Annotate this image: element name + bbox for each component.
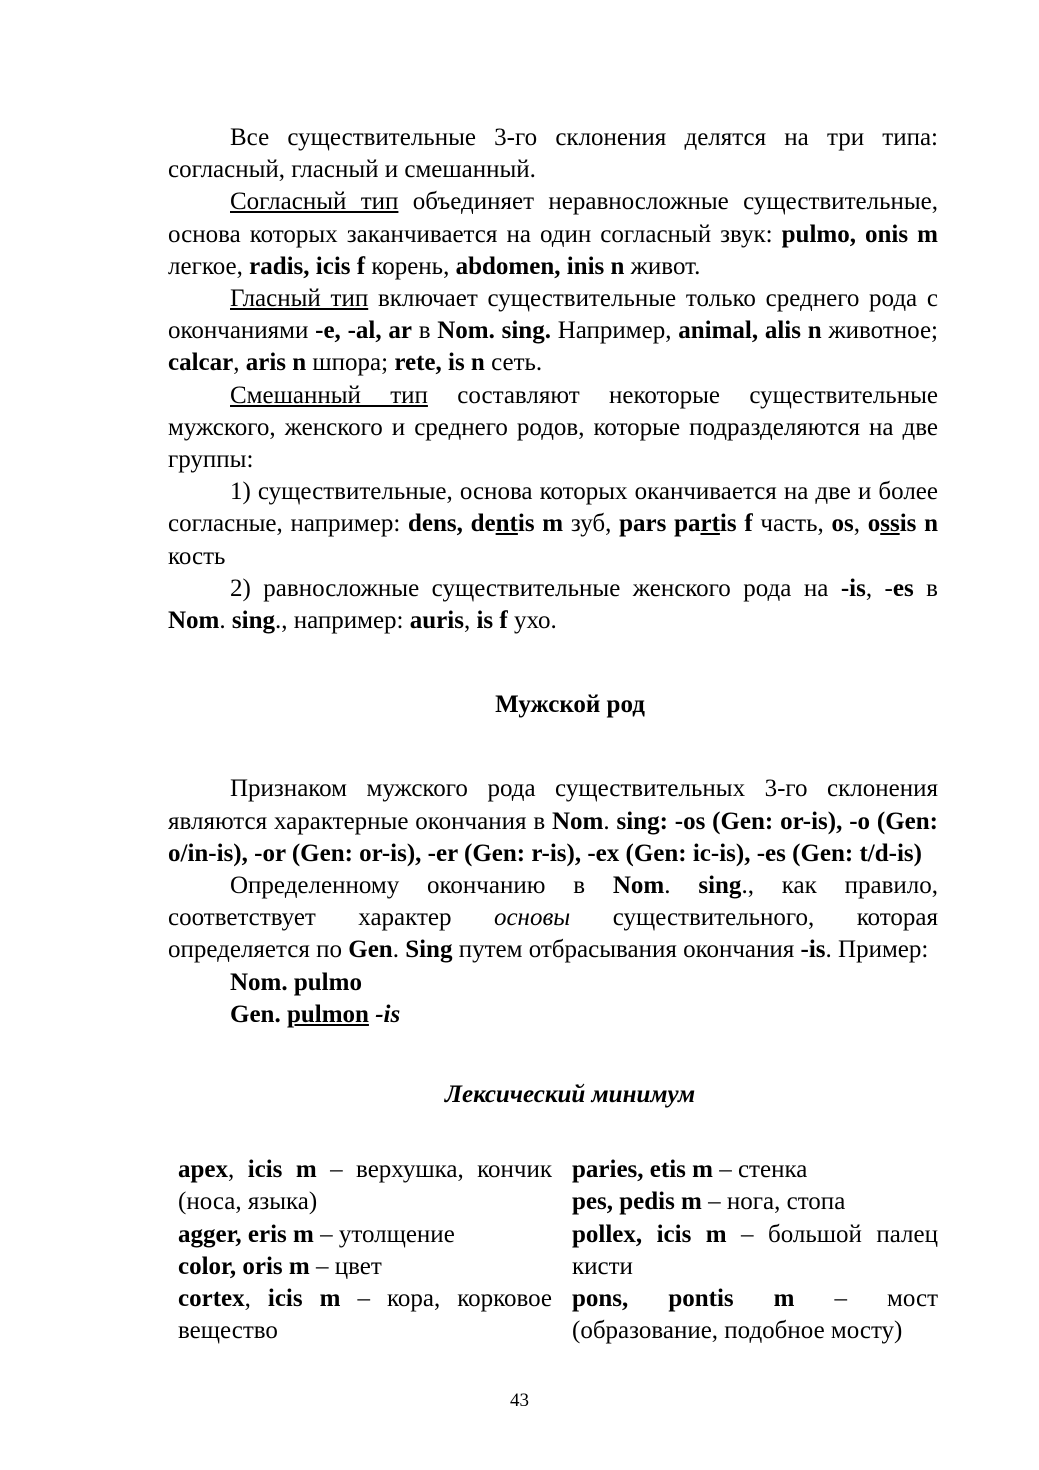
text-run: шпора; xyxy=(306,349,395,377)
text-run: Все существительные 3-го склонения делятся на три типа: согласный, гласный и смешанный. xyxy=(168,124,938,184)
text-run: sing xyxy=(231,607,275,635)
lexicon-entry xyxy=(572,1186,938,1218)
text-run: ., как правило, соответствует характер xyxy=(168,872,938,932)
text-run: включает существительные только среднего рода с окончаниями xyxy=(168,285,938,345)
lexicon-entry xyxy=(572,1154,938,1186)
text-run: auris xyxy=(409,607,464,635)
section-heading: Мужской род xyxy=(495,691,645,719)
text-run: Nom xyxy=(552,807,604,835)
text-run: animal, alis n xyxy=(678,317,822,345)
text-run: paries, etis m xyxy=(572,1156,713,1184)
lexicon-heading: Лексический минимум xyxy=(444,1081,696,1109)
example-genitive-stem: pulmon xyxy=(286,1000,369,1028)
text-run: . xyxy=(392,936,406,964)
lexicon-left-column xyxy=(178,1154,552,1347)
text-run: pollex, icis m xyxy=(572,1220,727,1248)
text-run: icis m xyxy=(247,1156,317,1184)
text-run: 1) существительные, основа которых оканчивается на две и более согласные, например: xyxy=(168,478,938,538)
lexicon-columns xyxy=(168,1154,938,1347)
text-run: rete, is n xyxy=(394,349,485,377)
text-run: es xyxy=(892,574,914,602)
text-run: в xyxy=(411,317,438,345)
intro-paragraph-mixed-type xyxy=(168,380,938,477)
gender-paragraph-2 xyxy=(168,870,938,967)
text-run: sing xyxy=(698,872,742,900)
text-run: Nom xyxy=(168,607,220,635)
text-run: Гласный тип xyxy=(230,285,369,313)
text-run: . Пример: xyxy=(825,936,929,964)
page-content xyxy=(168,122,938,1348)
text-run: Признаком мужского рода существительных 3-го склонения являются характерные окончания в xyxy=(168,775,938,835)
text-run: is n xyxy=(899,510,939,538)
text-run: ухо. xyxy=(507,607,557,635)
example-genitive xyxy=(168,999,938,1031)
lexicon-entry xyxy=(178,1251,552,1283)
text-run: кость xyxy=(168,542,226,570)
intro-paragraph-group-1 xyxy=(168,476,938,573)
text-run: -e, -al, ar xyxy=(315,317,412,345)
text-run: pulmo, onis m xyxy=(781,220,938,248)
text-run: 2) равносложные существительные женского рода на xyxy=(230,574,841,602)
text-run: , xyxy=(853,510,868,538)
lexicon-entry xyxy=(178,1283,552,1347)
text-run: объединяет неравносложные существительные, основа которых заканчивается на один согласный звук: xyxy=(168,188,938,248)
text-run: основы xyxy=(493,904,571,932)
text-run: abdomen, inis n xyxy=(455,252,625,280)
text-run: is f xyxy=(476,607,508,635)
text-run: dens, de xyxy=(408,510,496,538)
text-run: calcar xyxy=(168,349,234,377)
text-run: pons, pontis m xyxy=(572,1285,795,1313)
text-run: cortex xyxy=(178,1285,245,1313)
text-run: agger, eris m xyxy=(178,1220,314,1248)
text-run: . xyxy=(664,872,699,900)
text-run: – верхушка, кончик (носа, языка) xyxy=(178,1156,552,1216)
text-run: aris n xyxy=(245,349,307,377)
text-run: – мост (образование, подобное мосту) xyxy=(572,1285,939,1345)
text-run: nt xyxy=(495,510,518,538)
text-run: sing: -os (Gen: or-is), -o (Gen: o/in-is), -or (Gen: or-is), -er (Gen: r-is), -ex (Gen: ic-is), -es (Gen: t/d-is) xyxy=(168,807,938,867)
text-run: Определенному окончанию в xyxy=(230,872,613,900)
text-run: часть, xyxy=(752,510,832,538)
intro-paragraph-consonant-type xyxy=(168,186,938,283)
text-run: -is xyxy=(800,936,826,964)
text-run: o xyxy=(867,510,881,538)
text-run: , xyxy=(233,349,246,377)
text-run: color, oris m xyxy=(178,1252,310,1280)
text-run: , - xyxy=(865,574,893,602)
text-run: Смешанный тип xyxy=(230,381,428,409)
text-run: os xyxy=(831,510,854,538)
text-run: составляют некоторые существительные мужского, женского и среднего родов, которые подразделяются на две группы: xyxy=(168,381,938,474)
text-run: легкое, xyxy=(168,252,250,280)
text-run: корень, xyxy=(365,252,456,280)
text-run: животное; xyxy=(821,317,938,345)
text-run: . xyxy=(219,607,232,635)
text-run: сеть. xyxy=(484,349,543,377)
text-run: , xyxy=(228,1156,248,1184)
text-run: apex xyxy=(178,1156,228,1184)
text-run: is f xyxy=(719,510,753,538)
text-run: Nom. sing. xyxy=(437,317,551,345)
text-run: icis m xyxy=(267,1285,341,1313)
text-run: Nom xyxy=(612,872,665,900)
intro-paragraph-vowel-type xyxy=(168,283,938,380)
intro-paragraph-group-2 xyxy=(168,573,938,637)
example-genitive-prefix: Gen. xyxy=(230,1000,287,1028)
text-run: Sing xyxy=(405,936,453,964)
text-run: Согласный тип xyxy=(230,188,399,216)
text-run: radis, icis f xyxy=(249,252,366,280)
text-run: Например, xyxy=(550,317,679,345)
text-run: в xyxy=(913,574,938,602)
text-run: существительного, которая определяется по xyxy=(168,904,938,964)
text-run: – цвет xyxy=(309,1252,382,1280)
text-run: – стенка xyxy=(712,1156,808,1184)
text-run: , xyxy=(244,1285,268,1313)
text-run: rt xyxy=(700,510,720,538)
text-run: . xyxy=(603,807,617,835)
text-run: – нога, стопа xyxy=(701,1188,846,1216)
lexicon-entry xyxy=(572,1219,938,1283)
example-genitive-ending: -is xyxy=(368,1000,401,1028)
text-run: pars pa xyxy=(619,510,701,538)
text-run: ss xyxy=(880,510,900,538)
text-run: Gen xyxy=(348,936,393,964)
text-run: – большой палец кисти xyxy=(572,1220,938,1280)
text-run: – утолщение xyxy=(313,1220,455,1248)
lexicon-entry xyxy=(178,1154,552,1218)
lexicon-entry xyxy=(572,1283,938,1347)
gender-paragraph-1 xyxy=(168,773,938,870)
lexicon-right-column xyxy=(572,1154,938,1347)
text-run: путем отбрасывания окончания xyxy=(452,936,801,964)
text-run: pes, pedis m xyxy=(572,1188,702,1216)
text-run: -is xyxy=(840,574,866,602)
lexicon-entry xyxy=(178,1219,552,1251)
text-run: живот. xyxy=(624,252,701,280)
text-run: зуб, xyxy=(563,510,620,538)
example-nominative: Nom. pulmo xyxy=(230,968,362,996)
page-number: 43 xyxy=(510,1390,529,1411)
text-run: – кора, корковое вещество xyxy=(178,1285,553,1345)
text-run: ., например: xyxy=(274,607,410,635)
intro-paragraph-1 xyxy=(168,122,938,186)
text-run: is m xyxy=(517,510,564,538)
text-run: , xyxy=(463,607,477,635)
